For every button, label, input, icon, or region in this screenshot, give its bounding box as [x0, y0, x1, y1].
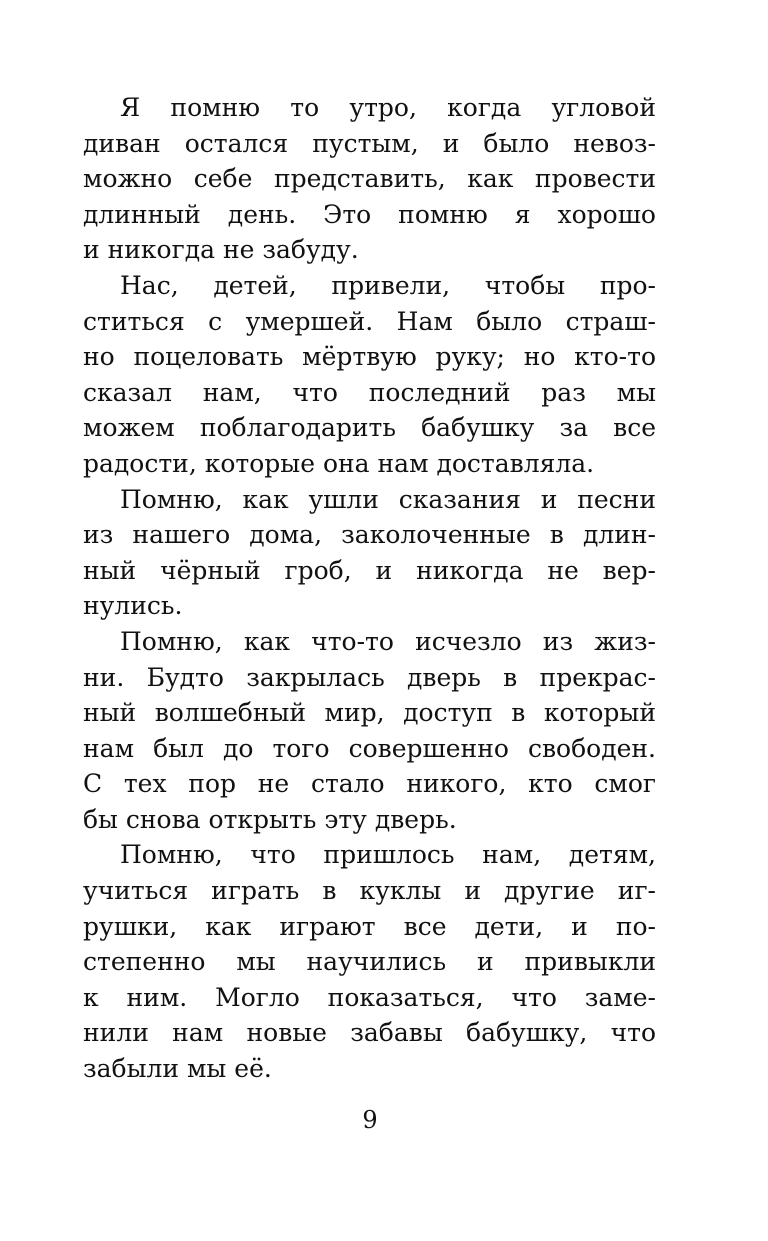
paragraph — [83, 268, 656, 482]
text-line: диван остался пустым, и было невоз- — [83, 128, 656, 158]
paragraph — [83, 482, 656, 624]
text-line: Нас, детей, привели, чтобы про- — [120, 270, 656, 300]
text-line: С тех пор не стало никого, кто смог — [83, 769, 656, 799]
text-line: ный волшебный мир, доступ в который — [83, 698, 656, 728]
text-line: нили нам новые забавы бабушку, что — [83, 1018, 656, 1048]
text-line: длинный день. Это помню я хорошо — [83, 199, 656, 229]
text-line: Помню, как что-то исчезло из жиз- — [120, 626, 656, 656]
text-line: учиться играть в куклы и другие иг- — [83, 876, 656, 906]
text-line: сказал нам, что последний раз мы — [83, 377, 656, 407]
body-text — [83, 90, 656, 1087]
text-line: к ним. Могло показаться, что заме- — [83, 982, 656, 1012]
text-line: и никогда не забуду. — [83, 235, 359, 265]
text-line: бы снова открыть эту дверь. — [83, 804, 457, 834]
text-line: Помню, что пришлось нам, детям, — [120, 840, 656, 870]
text-line: из нашего дома, заколоченные в длин- — [83, 520, 656, 550]
text-line: можем поблагодарить бабушку за все — [83, 413, 656, 443]
text-line: забыли мы её. — [83, 1054, 272, 1084]
text-line: но поцеловать мёртвую руку; но кто-то — [83, 342, 656, 372]
text-line: нам был до того совершенно свободен. — [83, 733, 656, 763]
text-line: Я помню то утро, когда угловой — [120, 93, 656, 122]
text-line: степенно мы научились и привыкли — [83, 947, 656, 977]
text-line: нулись. — [83, 591, 183, 621]
text-line: рушки, как играют все дети, и по- — [83, 911, 656, 941]
paragraph — [83, 624, 656, 838]
paragraph — [83, 90, 656, 268]
page-number: 9 — [362, 1106, 378, 1134]
paragraph — [83, 837, 656, 1086]
text-line: можно себе представить, как провести — [83, 164, 656, 194]
text-line: ститься с умершей. Нам было страш- — [83, 306, 656, 336]
text-line: радости, которые она нам доставляла. — [83, 448, 595, 478]
text-line: Помню, как ушли сказания и песни — [120, 484, 656, 514]
text-line: ни. Будто закрылась дверь в прекрас- — [83, 662, 656, 692]
text-line: ный чёрный гроб, и никогда не вер- — [83, 555, 656, 585]
